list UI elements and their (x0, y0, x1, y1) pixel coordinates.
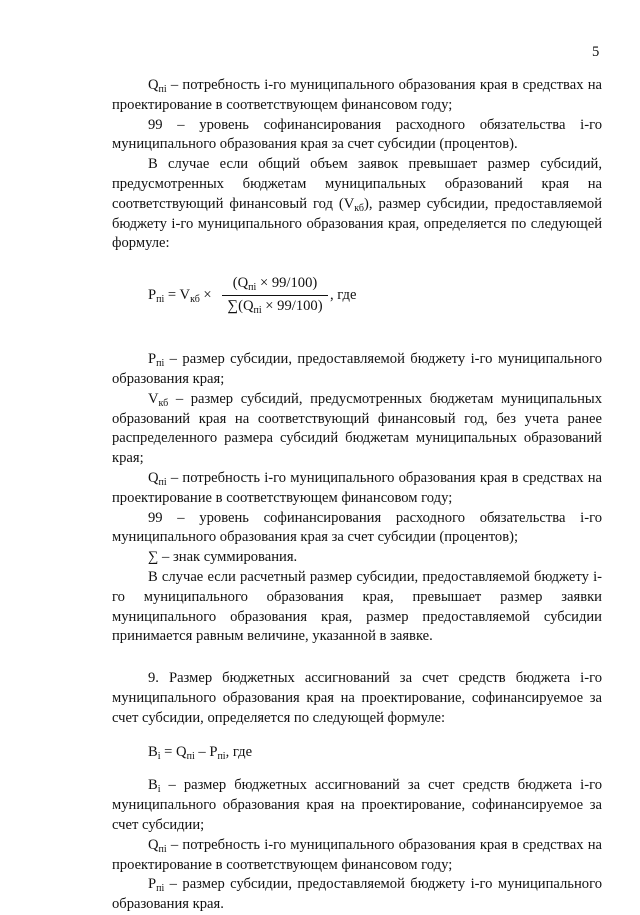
paragraph-exceeds-subsidies: В случае если общий объем заявок превышает размер субсидий, предусмотренных бюджетам муниципальных образований края на соответствующий финансовый год $(V_{кб})$, размер субсидии, предоставляемой бюджету i-го муниципального образования края, определяется по следующей формуле: (112, 156, 603, 252)
document-body (112, 76, 602, 915)
formula-subsidy (112, 268, 602, 328)
definition-q-need-2: $Q_{пi}$ – потребность i-го муниципального образования края в средствах на проектирование в соответствующем финансовом году; (112, 469, 602, 506)
definition-p-subsidy-2: $P_{пi}$ – размер субсидии, предоставляемой бюджету i-го муниципального образования края. (112, 876, 602, 913)
paragraph-item-9: 9. Размер бюджетных ассигнований за счет средств бюджета i-го муниципального образования края на проектирование, софинансируемое за счет субсидии, определяется по следующей формуле: (112, 670, 602, 726)
definition-99-rate: 99 – уровень софинансирования расходного обязательства i-го муниципального образования края за счет субсидии (процентов). (112, 116, 602, 153)
definition-99-rate-2: 99 – уровень софинансирования расходного обязательства i-го муниципального образования края за счет субсидии (процентов); (112, 509, 602, 546)
definition-sum-sign: ∑ – знак суммирования. (148, 549, 298, 566)
paragraph-exceeds-request: В случае если расчетный размер субсидии, предоставляемой бюджету i-го муниципального образования края, превышает размер заявки муниципального образования края, размер предоставляемой субсидии принимается равным величине, указанной в заявке. (112, 568, 602, 645)
definition-p-subsidy: $P_{пi}$ – размер субсидии, предоставляемой бюджету i-го муниципального образования края; (112, 351, 602, 387)
definition-q-need: $Q_{пi}$ – потребность i-го муниципального образования края в средствах на проектирование в соответствующем финансовом году; (112, 77, 602, 113)
definition-q-need-3: $Q_{пi}$ – потребность i-го муниципального образования края в средствах на проектирование в соответствующем финансовом году; (112, 836, 602, 873)
fraction-numerator: $(Q_{пi} \times 99/100)$ (222, 274, 328, 296)
formula-budget-allocations: $B_i = Q_{пi} - P_{пi}$, где (148, 743, 253, 762)
formula-subsidy-lhs: $P_{пi} = V_{кб}$ × (148, 287, 212, 306)
page-number: 5 (592, 44, 600, 60)
definition-b-allocations: $B_i$ – размер бюджетных ассигнований за счет средств бюджета i-го муниципального образования края на проектирование, софинансируемое за счет субсидии; (112, 777, 602, 833)
fraction-denominator: $\sum(Q_{пi} \times 99/100)$ (227, 297, 323, 316)
formula-subsidy-fraction (222, 274, 328, 317)
definition-v-kb: $V_{кб}$ – размер субсидий, предусмотренных бюджетам муниципальных образований края на соответствующий финансовый год, без учета ранее распределенного размера субсидий бюджетам муниципальных образований края; (112, 390, 602, 467)
formula-subsidy-tail: , где (330, 287, 357, 304)
